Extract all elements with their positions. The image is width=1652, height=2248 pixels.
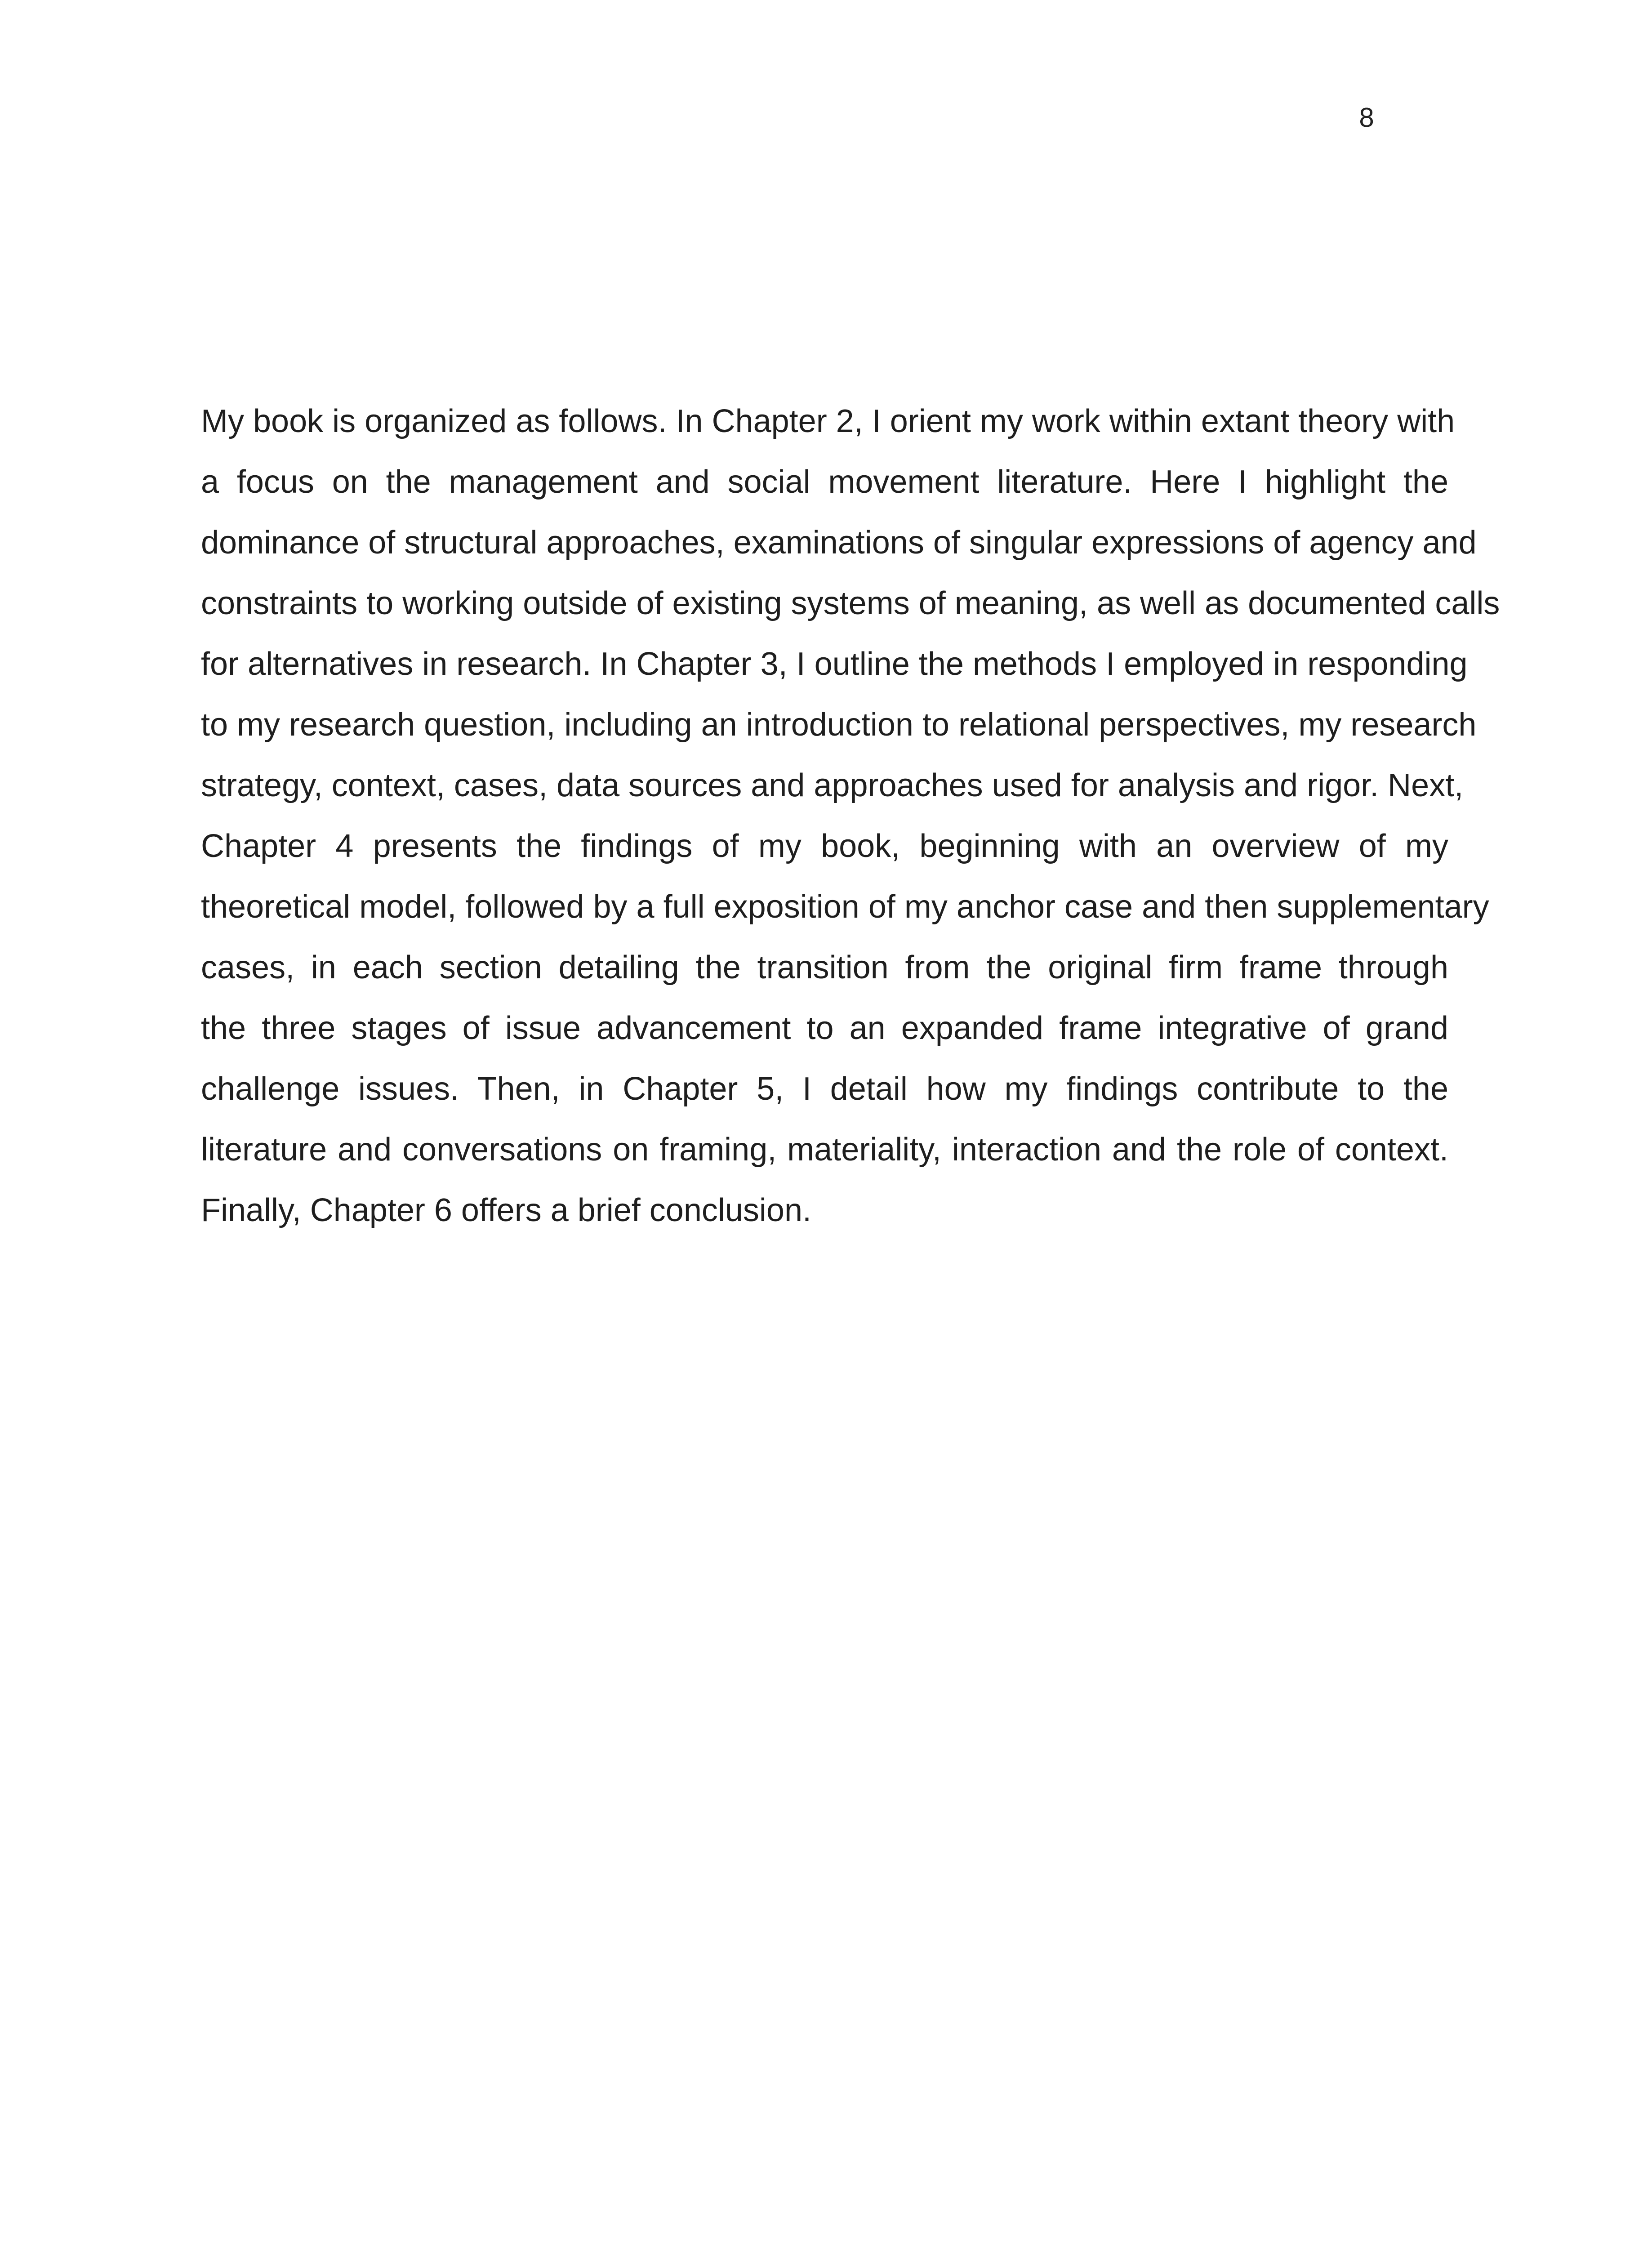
- paragraph-line: dominance of structural approaches, examinations of singular expressions of agency and: [201, 525, 1477, 561]
- paragraph-line: Finally, Chapter 6 offers a brief conclusion.: [201, 1192, 812, 1228]
- paragraph-line: theoretical model, followed by a full exposition of my anchor case and then supplementary: [201, 889, 1489, 925]
- paragraph-line: for alternatives in research. In Chapter 3, I outline the methods I employed in responding: [201, 646, 1468, 682]
- body-paragraph: [201, 391, 1500, 1241]
- paragraph-line: challenge issues. Then, in Chapter 5, I detail how my findings contribute to the: [201, 1071, 1448, 1107]
- paragraph-line: Chapter 4 presents the findings of my book, beginning with an overview of my: [201, 828, 1448, 864]
- paragraph-line: strategy, context, cases, data sources and approaches used for analysis and rigor. Next,: [201, 767, 1464, 803]
- paragraph-line: to my research question, including an introduction to relational perspectives, my research: [201, 707, 1477, 743]
- paragraph-line: My book is organized as follows. In Chapter 2, I orient my work within extant theory with: [201, 403, 1455, 439]
- page-number: 8: [1359, 103, 1374, 133]
- paragraph-line: cases, in each section detailing the transition from the original firm frame through: [201, 950, 1448, 986]
- paragraph-line: the three stages of issue advancement to an expanded frame integrative of grand: [201, 1010, 1448, 1046]
- paragraph-line: literature and conversations on framing, materiality, interaction and the role of context.: [201, 1132, 1448, 1168]
- paragraph-line: constraints to working outside of existing systems of meaning, as well as documented calls: [201, 585, 1500, 621]
- paragraph-line: a focus on the management and social movement literature. Here I highlight the: [201, 464, 1448, 500]
